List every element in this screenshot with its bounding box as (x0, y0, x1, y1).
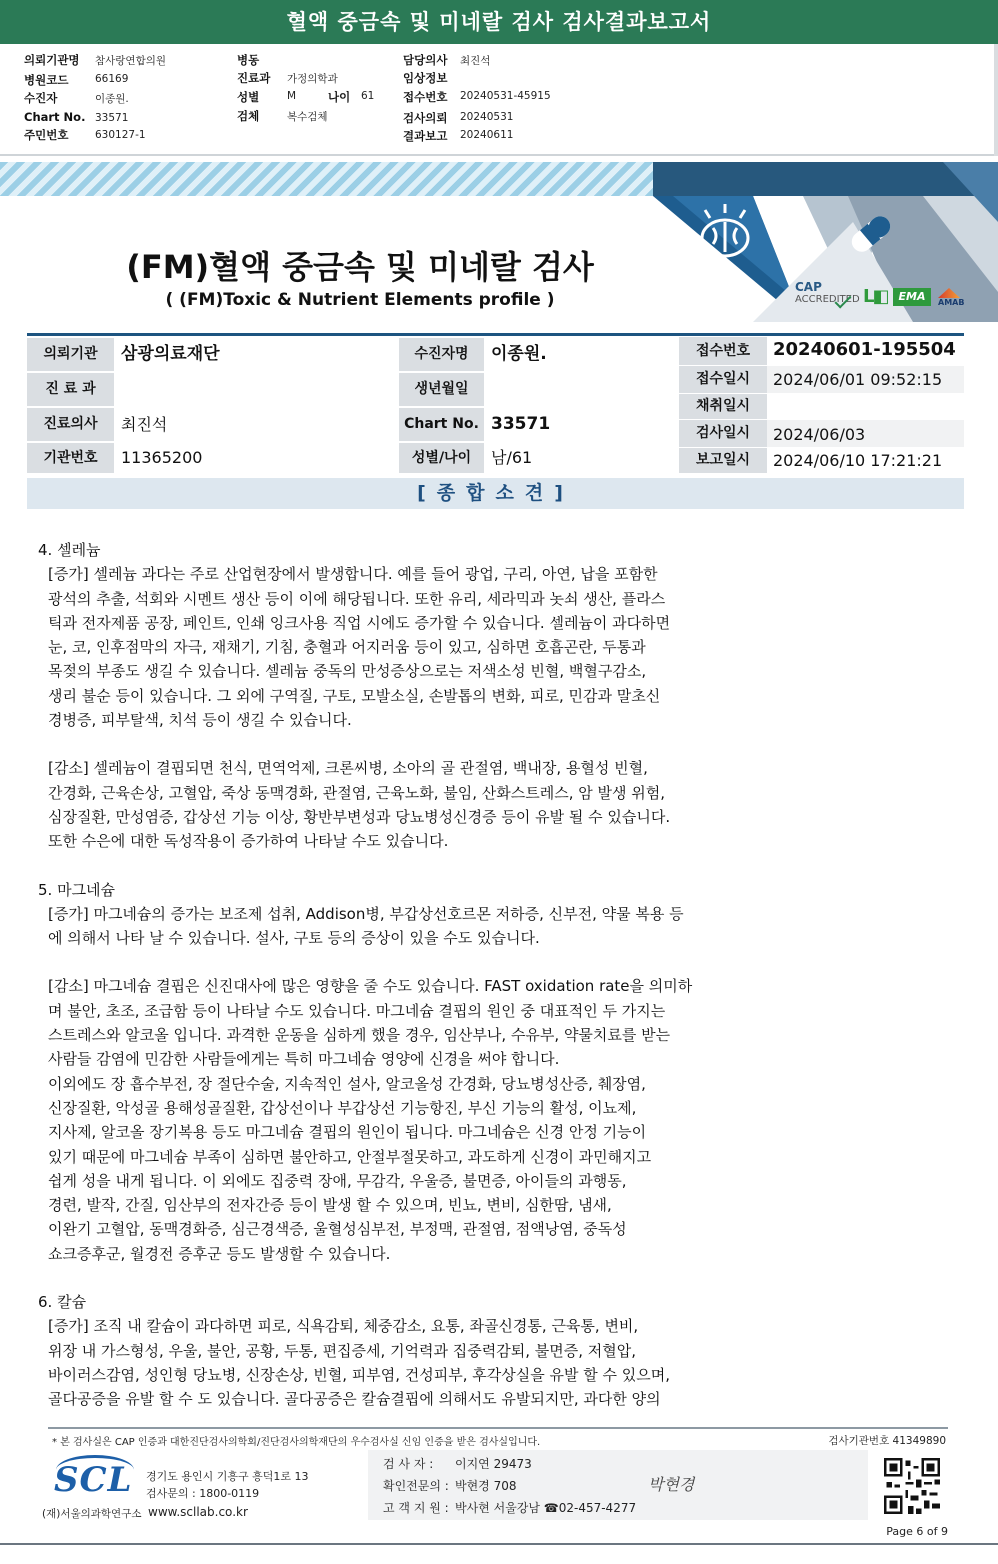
text-line: 광석의 추출, 석회와 시멘트 생산 등이 이에 해당됩니다. 또한 유리, 세라믹과 놋쇠 생산, 플라스 (48, 589, 666, 608)
report-body (38, 538, 768, 1412)
receipt-datetime-value: 2024/06/01 09:52:15 (767, 366, 964, 393)
text-line: 경병증, 피부탈색, 치석 등이 생길 수 있습니다. (48, 711, 352, 730)
summary-header (0, 44, 998, 156)
text-line: 심장질환, 만성염증, 갑상선 기능 이상, 황반부변성과 당뇨병성신경증 등이 유발 될 수 있습니다. (48, 807, 671, 826)
requesting-institution-label: 의뢰기관 (27, 338, 114, 371)
patient-value: 이종원. (95, 93, 129, 105)
hospital-code-value: 66169 (95, 73, 129, 85)
support-row: 고 객 지 원 : 박사현 서울강남 ☎02-457-4277 (383, 1501, 637, 1515)
scl-logo: SCL (54, 1460, 133, 1500)
requesting-institution-value: 삼광의료재단 (114, 338, 399, 371)
text-line: 스트레스와 알코올 입니다. 과격한 운동을 심하게 했을 경우, 임산부나, 수유부, 약물치료를 받는 (48, 1026, 671, 1045)
collection-datetime-value (767, 394, 964, 419)
patient-label: 수진자 (24, 91, 58, 105)
age-value: 61 (361, 90, 375, 102)
department-field-label: 진 료 과 (27, 373, 114, 406)
hospital-name-label: 의뢰기관명 (24, 53, 80, 67)
text-line: 목젖의 부종도 생길 수 있습니다. 셀레늄 중독의 만성증상으로는 저색소성 빈혈, 백혈구감소, (48, 662, 647, 681)
report-title: (FM)혈액 중금속 및 미네랄 검사 (126, 248, 594, 286)
accreditation-logos (795, 282, 995, 314)
sex-age-label: 성별/나이 (399, 443, 484, 473)
summary-header-title: 혈액 중금속 및 미네랄 검사 검사결과보고서 (0, 0, 998, 44)
patient-name-value: 이종원. (484, 338, 677, 371)
hospital-code-label: 병원코드 (24, 73, 69, 87)
report-datetime-label: 보고일시 (679, 448, 767, 473)
text-line: [감소] 마그네슘 결핍은 신진대사에 많은 영향을 줄 수도 있습니다. FAST oxidation rate을 의미하 (48, 977, 693, 996)
inspector-row: 검 사 자 : 이지연 29473 (383, 1457, 532, 1471)
text-line: 에 의해서 나타 날 수 있습니다. 설사, 구토 등의 증상이 있을 수도 있습니다. (48, 929, 540, 948)
qr-code-icon[interactable] (884, 1458, 940, 1514)
receipt-datetime-label: 접수일시 (679, 366, 767, 393)
text-line: 쉽게 성을 내게 됩니다. 이 외에도 집중력 장애, 무감각, 우울증, 불면증, 아이들의 과행동, (48, 1171, 627, 1190)
text-line: [증가] 셀레늄 과다는 주로 산업현장에서 발생합니다. 예를 들어 광업, 구리, 아연, 납을 포함한 (48, 565, 658, 584)
accession-label: 접수번호 (403, 90, 448, 104)
test-date-value: 2024/06/03 (767, 420, 964, 447)
text-line: 경련, 발작, 간질, 임산부의 전자간증 등이 발생 할 수 있으며, 빈뇨, 변비, 심한땀, 냄새, (48, 1196, 612, 1215)
department-value: 가정의학과 (287, 73, 338, 85)
result-date-label: 결과보고 (403, 129, 448, 143)
text-line: [증가] 조직 내 칼슘이 과다하면 피로, 식욕감퇴, 체중감소, 요통, 좌골신경통, 근육통, 변비, (48, 1317, 639, 1336)
lab-address (146, 1468, 309, 1502)
specimen-label: 검체 (237, 109, 260, 123)
amab-logo: AMAB (938, 286, 964, 307)
birth-date-label: 생년월일 (399, 373, 484, 406)
attending-doctor-value: 최진석 (114, 408, 399, 441)
institution-code-label: 기관번호 (27, 443, 114, 473)
text-line: 바이러스감염, 성인형 당뇨병, 신장손상, 빈혈, 피부염, 건성피부, 후각상실을 유발 할 수 있으며, (48, 1365, 670, 1384)
chart-number-value: 33571 (484, 408, 677, 441)
signature: 박현경 (648, 1475, 695, 1494)
text-line: 눈, 코, 인후점막의 자극, 재채기, 기침, 충혈과 어지러움 등이 있고, 심하면 호흡곤란, 두통과 (48, 638, 646, 657)
doctor-label: 담당의사 (403, 53, 448, 67)
result-date-value: 20240611 (460, 129, 514, 141)
table-top-rule (27, 333, 964, 336)
page-number: Page 6 of 9 (886, 1525, 948, 1538)
address-line: 경기도 용인시 기흥구 흥덕1로 13 (146, 1470, 309, 1483)
header-shadow (994, 44, 998, 156)
institute-name: (재)서울의과학연구소 (42, 1508, 142, 1520)
report-datetime-value: 2024/06/10 17:21:21 (773, 451, 943, 470)
text-line: 위장 내 가스형성, 우울, 불안, 공황, 두통, 편집증세, 기억력과 집중력감퇴, 불면증, 저혈압, (48, 1341, 637, 1360)
text-line: 이완기 고혈압, 동맥경화증, 심근경색증, 울혈성심부전, 부정맥, 관절염, 점액낭염, 중독성 (48, 1220, 627, 1239)
patient-name-label: 수진자명 (399, 338, 484, 371)
report-subtitle: ( (FM)Toxic & Nutrient Elements profile ) (165, 290, 555, 310)
department-label: 진료과 (237, 71, 271, 85)
collection-datetime-label: 채취일시 (679, 394, 767, 419)
text-line: 생리 불순 등이 있습니다. 그 외에 구역질, 구토, 모발소실, 손발톱의 변화, 피로, 민감과 말초신 (48, 686, 661, 705)
lm-logo: L◧ (863, 286, 888, 307)
chart-no-label: Chart No. (24, 110, 86, 124)
ward-label: 병동 (237, 53, 260, 67)
doctor-value: 최진석 (460, 55, 491, 67)
section-heading: 5. 마그네슘 (38, 880, 116, 899)
attending-doctor-label: 진료의사 (27, 408, 114, 441)
text-line: 사람들 감염에 민감한 사람들에게는 특히 마그네슘 영양에 신경을 써야 합니다. (48, 1050, 560, 1069)
footer-rule (48, 1427, 948, 1429)
overall-opinion-heading: [종합소견] (27, 478, 964, 509)
department-field-value (114, 373, 399, 406)
receipt-number-label: 접수번호 (679, 337, 767, 365)
text-line: 쇼크증후군, 월경전 증후군 등도 발생할 수 있습니다. (48, 1244, 391, 1263)
chart-number-label: Chart No. (399, 408, 484, 441)
text-line: 이외에도 장 흡수부전, 장 절단수술, 지속적인 설사, 알코올성 간경화, 당뇨병성산증, 췌장염, (48, 1074, 646, 1093)
text-line: 며 불안, 초조, 조급함 등이 나타날 수도 있습니다. 마그네슘 결핍의 원인 중 대표적인 두 가지는 (48, 1001, 666, 1020)
cap-logo: CAP ACCREDITED (795, 280, 860, 305)
text-line: 또한 수은에 대한 독성작용이 증가하여 나타날 수도 있습니다. (48, 832, 449, 851)
text-line: [증가] 마그네슘의 증가는 보조제 섭취, Addison병, 부갑상선호르몬 저하증, 신부전, 약물 복용 등 (48, 904, 684, 923)
resident-no-value: 630127-1 (95, 129, 146, 141)
birth-date-value (484, 373, 677, 406)
specialist-row: 확인전문의 : 박현경 708 (383, 1479, 517, 1493)
receipt-number-value: 20240601-195504 (773, 339, 956, 360)
inquiry-line: 검사문의 : 1800-0119 (146, 1487, 260, 1500)
text-line: 간경화, 근육손상, 고혈압, 죽상 동맥경화, 관절염, 근육노화, 불임, 산화스트레스, 암 발생 위험, (48, 783, 666, 802)
chart-no-value: 33571 (95, 112, 129, 124)
age-label: 나이 (328, 90, 351, 104)
text-line: 골다공증을 유발 할 수 도 있습니다. 골다공증은 칼슘결핍에 의해서도 유발되지만, 과다한 양의 (48, 1390, 661, 1409)
sex-age-value: 남/61 (484, 443, 677, 473)
hospital-name-value: 참사랑연합의원 (95, 55, 167, 67)
lab-number: 검사기관번호 41349890 (828, 1435, 946, 1447)
footer (42, 1450, 948, 1525)
clinical-info-label: 임상정보 (403, 71, 448, 85)
accreditation-note: * 본 검사실은 CAP 인증과 대한진단검사의학회/진단검사의학재단의 우수검사실 신임 인증을 받은 검사실입니다. (52, 1437, 541, 1448)
request-date-label: 검사의뢰 (403, 111, 448, 125)
page-bottom-rule (0, 1543, 998, 1545)
inspection-box (368, 1450, 868, 1520)
text-line: [감소] 셀레늄이 결핍되면 천식, 면역억제, 크론씨병, 소아의 골 관절염, 백내장, 용혈성 빈혈, (48, 759, 648, 778)
request-date-value: 20240531 (460, 111, 514, 123)
section-heading: 6. 칼슘 (38, 1293, 87, 1312)
sex-value: M (287, 90, 297, 102)
accession-value: 20240531-45915 (460, 90, 551, 102)
section-heading: 4. 셀레늄 (38, 541, 101, 559)
website-link[interactable]: www.scllab.co.kr (148, 1505, 248, 1519)
ema-logo: EMA (893, 288, 931, 306)
test-date-label: 검사일시 (679, 420, 767, 447)
specimen-value: 복수검체 (287, 111, 328, 123)
text-line: 틱과 전자제품 공장, 페인트, 인쇄 잉크사용 직업 시에도 증가할 수 있습니다. 셀레늄이 과다하면 (48, 613, 671, 632)
text-line: 있기 때문에 마그네슘 부족이 심하면 불안하고, 안절부절못하고, 과도하게 신경이 과민해지고 (48, 1147, 652, 1166)
text-line: 신장질환, 악성골 용해성골질환, 갑상선이나 부갑상선 기능항진, 부신 기능의 활성, 이뇨제, (48, 1098, 637, 1117)
sex-label: 성별 (237, 90, 260, 104)
text-line: 지사제, 알코올 장기복용 등도 마그네슘 결핍의 원인이 됩니다. 마그네슘은 신경 안정 기능이 (48, 1123, 647, 1142)
institution-code-value: 11365200 (114, 443, 399, 473)
resident-no-label: 주민번호 (24, 128, 69, 142)
